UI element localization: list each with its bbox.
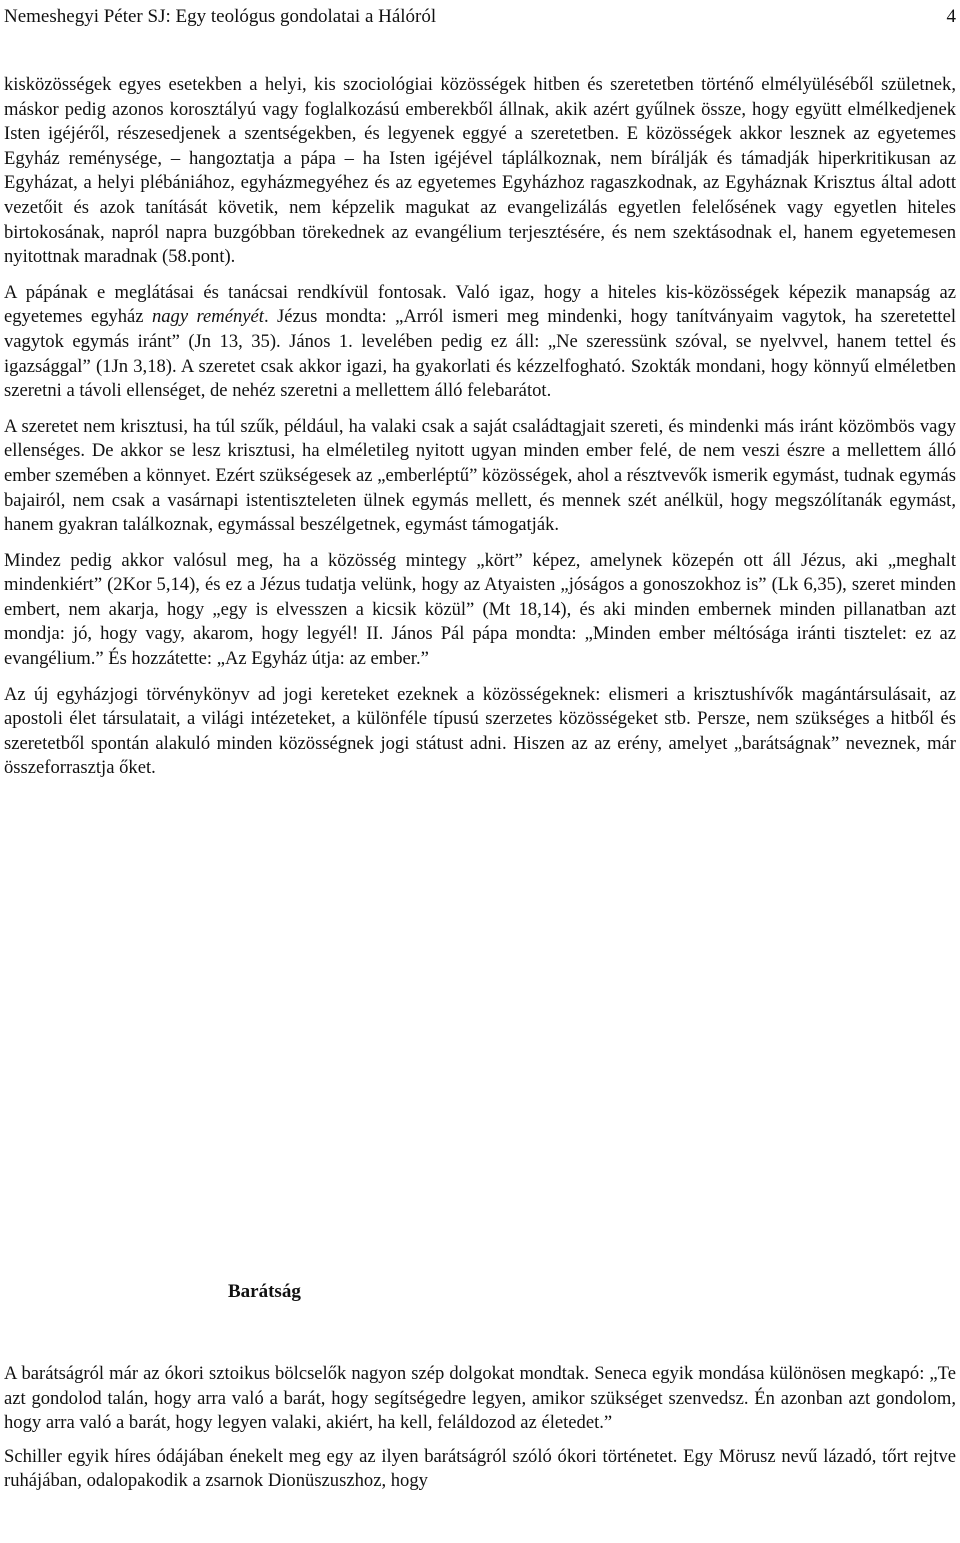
paragraph-4: Mindez pedig akkor valósul meg, ha a közösség mintegy „kört” képez, amelynek közepén ott áll Jézus, aki „meghalt mindenkiért” (2Kor 5,14), és ez a Jézus tudatja velünk, hogy az Atyaisten „jóságos a gonoszokhoz is” (Lk 6,35), szeret minden embert, nem akarja, hogy „egy is elvesszen a kicsik közül” (Mt 18,14), és aki minden embernek minden pillanatban azt mondja: jó, hogy vagy, akarom, hogy legyél! II. János Pál pápa mondta: „Minden ember méltósága iránti tisztelet: ez az evangélium.” És hozzátette: „Az Egyház útja: az ember.”	[4, 549, 956, 670]
paragraph-2	[4, 281, 956, 404]
paragraph-3: A szeretet nem krisztusi, ha túl szűk, például, ha valaki csak a saját családtagjait szereti, és mindenki más iránt közömbös vagy ellenséges. De akkor se lesz krisztusi, ha elméletileg nyitott ugyan minden ember felé, de nem veszi észre a mellettem álló ember szemében a könnyet. Ezért szükségesek az „emberléptű” közösségek, ahol a résztvevők ismerik egymást, tudnak egymás bajairól, nem csak a vasárnapi istentiszteleten ülnek egymás mellett, és mennek szét anélkül, hogy megszólítanák egymást, hanem gyakran találkoznak, egymással beszélgetnek, egymást támogatják.	[4, 415, 956, 536]
section-text	[4, 1362, 956, 1503]
page-header	[4, 4, 956, 30]
paragraph-5: Az új egyházjogi törvénykönyv ad jogi kereteket ezeknek a közösségeknek: elismeri a krisztushívők magántársulásait, az apostoli élet társulatait, a világi intézeteket, a különféle típusú szerzetes közösségeket stb. Persze, nem szükséges a hitből és szeretetből spontán alakuló minden közösségnek jogi státust adni. Hiszen az az erény, amelyet „barátságnak” neveznek, már összeforrasztja őket.	[4, 683, 956, 779]
section-heading: Barátság	[228, 1281, 301, 1302]
document-page	[4, 0, 956, 1543]
paragraph-2-text-a: A pápának e meglátásai és tanácsai rendkívül fontosak. Való igaz, hogy a hiteles kis-közösségek képezik manapság az egyetemes egyház	[4, 281, 956, 328]
section-paragraph-1: A barátságról már az ókori sztoikus bölcselők nagyon szép dolgokat mondtak. Seneca egyik mondása különösen megkapó: „Te azt gondolod talán, hogy arra való a barát, hogy segítségedre legyen, amikor szükséget szenvedsz. Én azonban azt gondolom, hogy arra való a barát, hogy legyen valaki, akiért, ha kell, feláldozod az életedet.”	[4, 1363, 956, 1434]
section-paragraph-2: Schiller egyik híres ódájában énekelt meg egy az ilyen barátságról szóló ókori történetet. Egy Mörusz nevű lázadó, tőrt rejtve ruhájában, odalopakodik a zsarnok Dionüszuszhoz, hogy	[4, 1445, 956, 1492]
page-number: 4	[946, 6, 956, 27]
paragraph-2-emphasis: nagy reményét	[151, 306, 264, 328]
paragraph-2-text-b: . Jézus mondta: „Arról ismeri meg mindenki, hogy tanítványaim vagytok, ha szeretettel vagytok egymás iránt” (Jn 13, 35). János 1. levelében pedig ez áll: „Ne szeressünk szóval, se nyelvvel, hanem tettel és igazsággal” (1Jn 3,18). A szeretet csak akkor igazi, ha gyakorlati és kézzelfogható. Szokták mondani, hogy könnyű elméletben szeretni a távoli ellenséget, de nehéz szeretni a mellettem álló felebarátot.	[4, 306, 956, 402]
paragraph-1: kisközösségek egyes esetekben a helyi, kis szociológiai közösségek hitben és szeretetben történő elmélyüléséből születnek, máskor pedig azonos korosztályú vagy foglalkozású emberekből állnak, akik azért gyűlnek össze, hogy együtt elmélkedjenek Isten igéjéről, részesedjenek a szentségekben, és legyenek eggyé a szeretetben. E közösségek akkor lesznek az egyetemes Egyház reménysége, – hangoztatja a pápa – ha Isten igéjével táplálkoznak, nem bírálják és támadják hiperkritikusan az Egyházat, a helyi plébániához, egyházmegyéhez és az egyetemes Egyházhoz ragaszkodnak, az Egyháznak Krisztus által adott vezetőit és azok tanítását követik, nem képzelik magukat az evangelizálás egyetlen felelősének vagy egyetlen hiteles birtokosának, napról napra buzgóbban törekednek az evangélium terjesztésére, és nem szektásodnak el, hanem egyetemesen nyitottnak maradnak (58.pont).	[4, 74, 956, 268]
main-text	[4, 73, 956, 792]
header-title: Nemeshegyi Péter SJ: Egy teológus gondolatai a Hálóról	[4, 6, 437, 27]
